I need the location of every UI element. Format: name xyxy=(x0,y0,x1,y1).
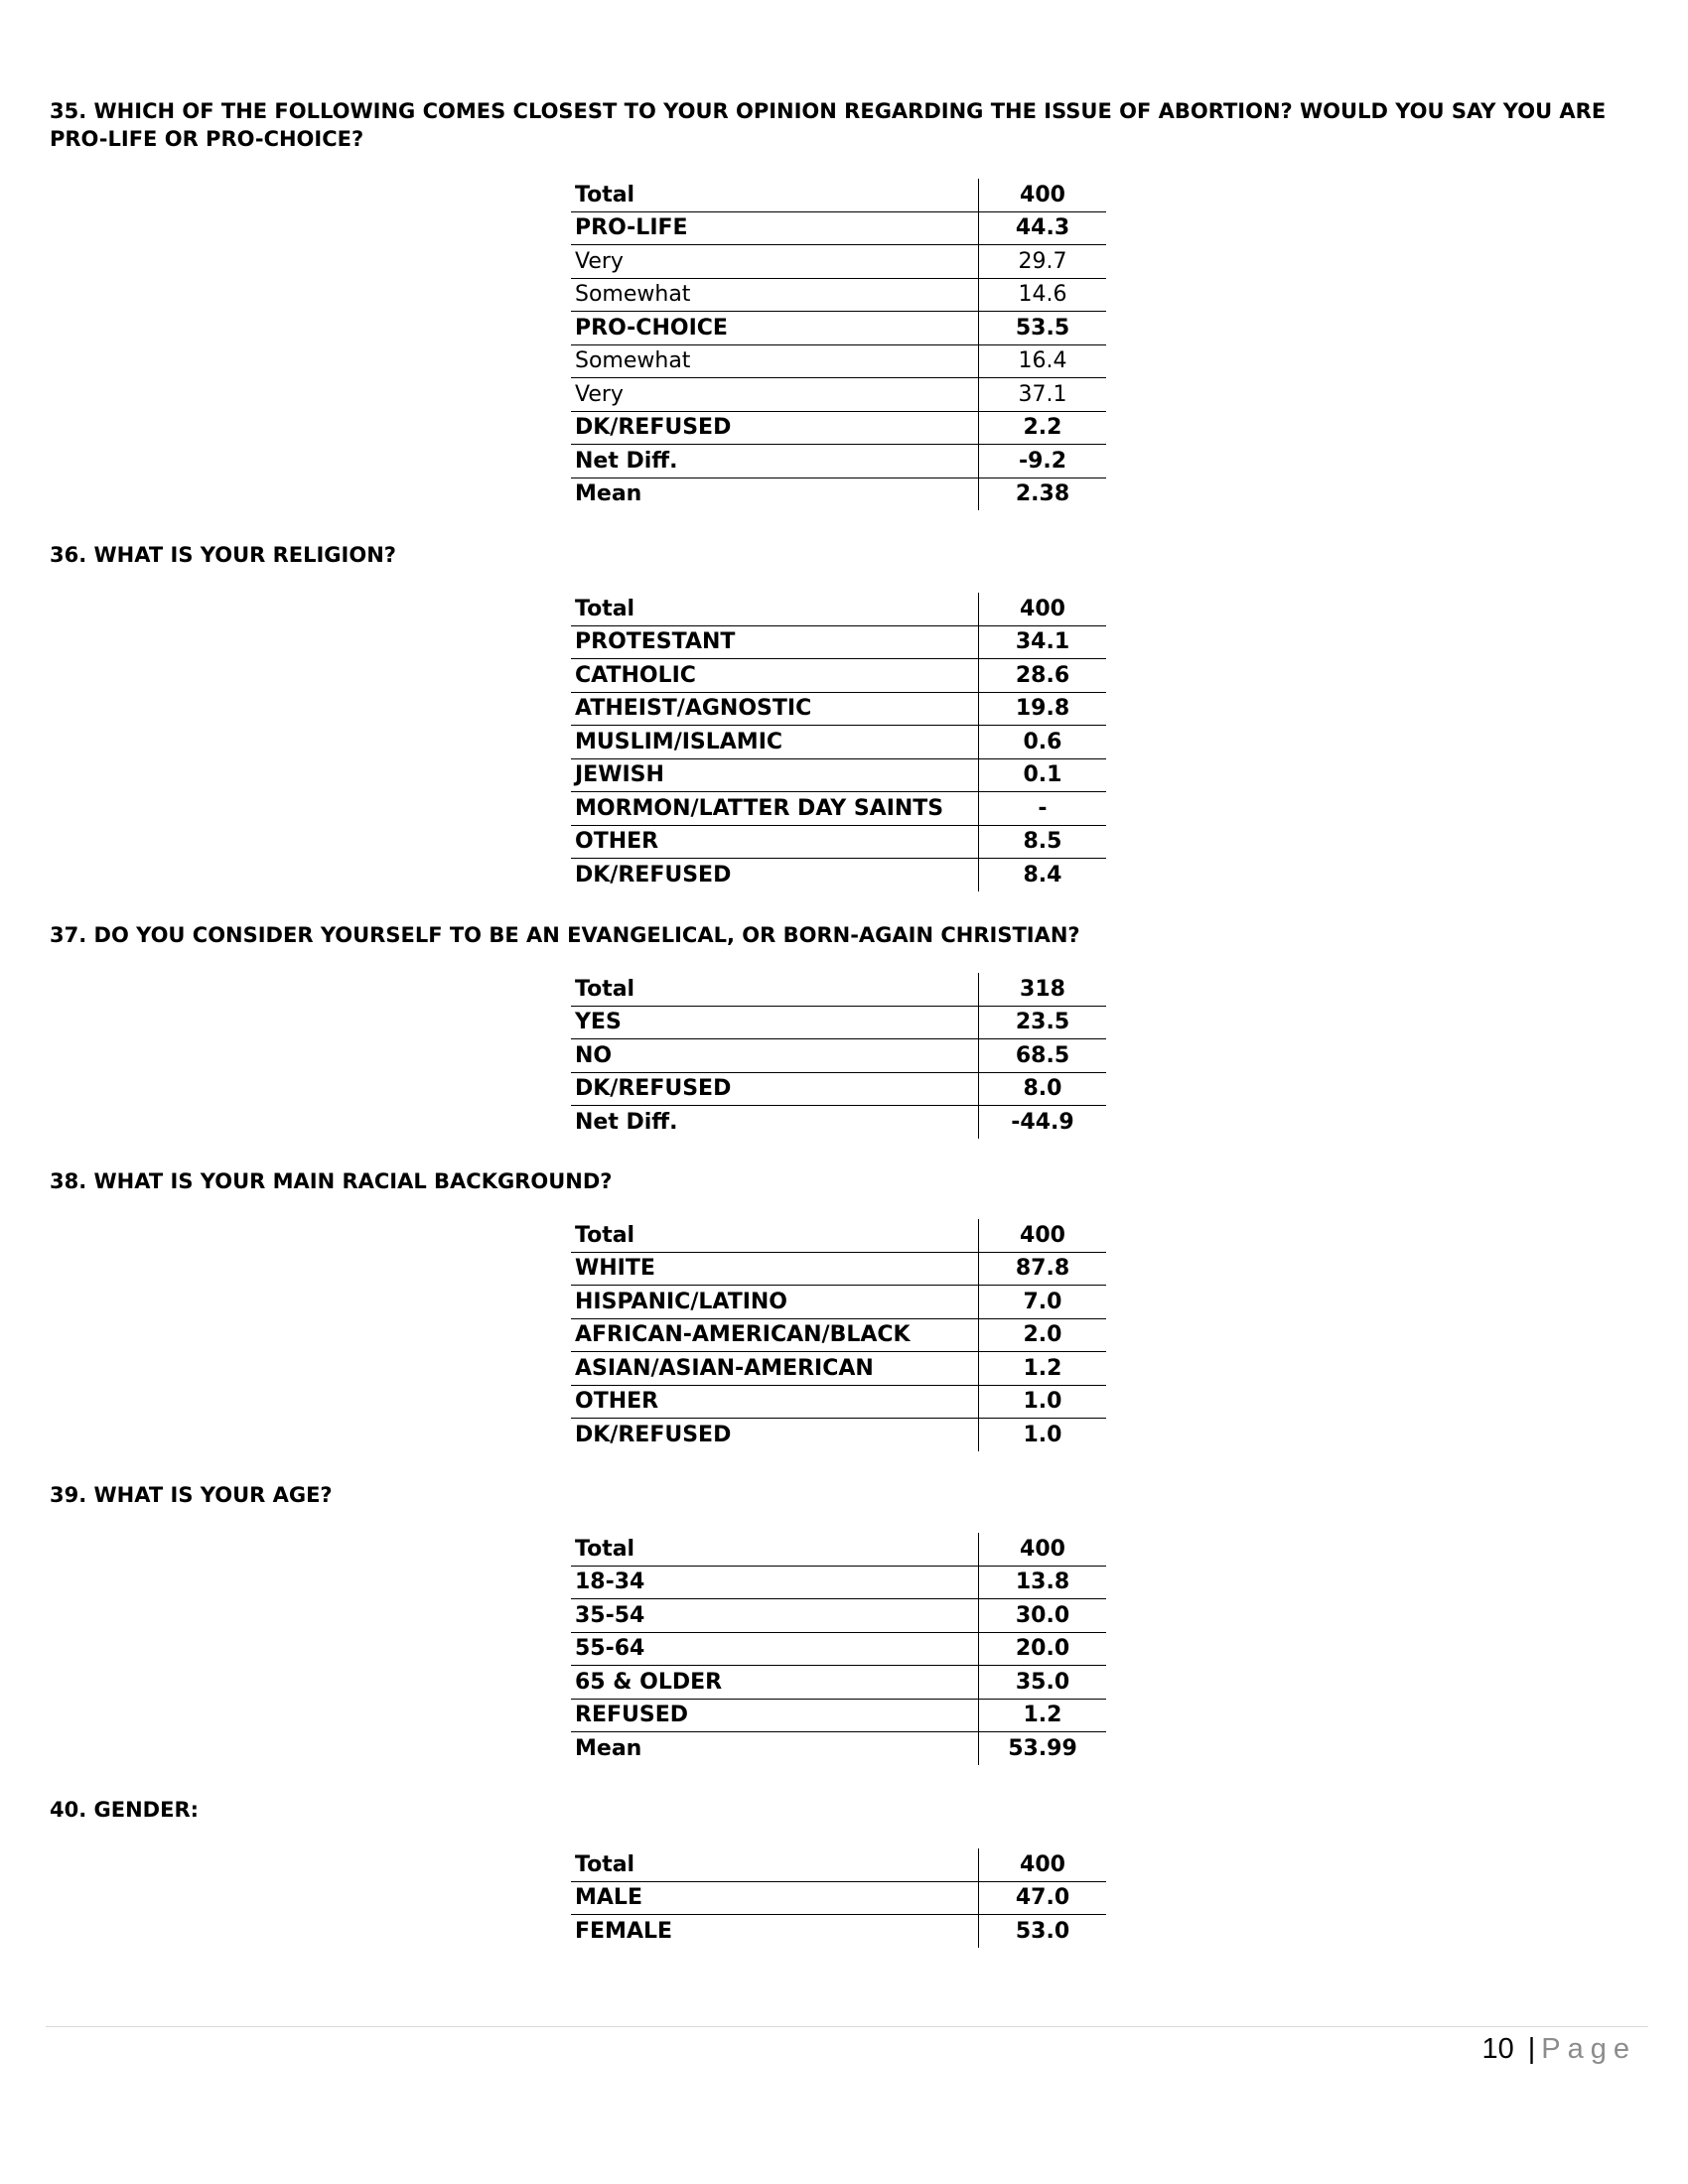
row-label: Very xyxy=(571,245,979,279)
table-row xyxy=(571,1915,1106,1948)
row-label: WHITE xyxy=(571,1252,979,1286)
table-row xyxy=(571,1599,1106,1633)
row-label: FEMALE xyxy=(575,1918,673,1944)
row-label: Total xyxy=(571,593,979,625)
q36-table xyxy=(571,593,1106,891)
row-label: ATHEIST/AGNOSTIC xyxy=(571,692,979,726)
row-value: -9.2 xyxy=(979,445,1107,478)
table-row xyxy=(571,593,1106,625)
row-value: 30.0 xyxy=(979,1599,1107,1633)
row-label: OTHER xyxy=(571,825,979,859)
row-value: 1.0 xyxy=(979,1419,1107,1451)
row-label: DK/REFUSED xyxy=(575,862,732,887)
row-label: MUSLIM/ISLAMIC xyxy=(571,726,979,759)
table-row xyxy=(571,478,1106,510)
row-label: Somewhat xyxy=(571,278,979,312)
row-value: -44.9 xyxy=(979,1106,1107,1139)
row-value: 400 xyxy=(979,1533,1107,1566)
table-row xyxy=(571,344,1106,378)
table-row xyxy=(571,1699,1106,1732)
table-row xyxy=(571,1252,1106,1286)
table-row xyxy=(571,726,1106,759)
row-label: HISPANIC/LATINO xyxy=(571,1286,979,1319)
question-37: 37. DO YOU CONSIDER YOURSELF TO BE AN EVANGELICAL, OR BORN-AGAIN CHRISTIAN? xyxy=(50,923,1080,947)
table-row xyxy=(571,312,1106,345)
row-value: 8.5 xyxy=(979,825,1107,859)
row-label: Total xyxy=(571,973,979,1006)
table-row xyxy=(571,1419,1106,1451)
row-value: 44.3 xyxy=(979,211,1107,245)
row-value: 400 xyxy=(979,1219,1107,1252)
row-label: DK/REFUSED xyxy=(575,1422,732,1447)
row-value: 37.1 xyxy=(979,378,1107,412)
table-row xyxy=(571,1566,1106,1599)
row-label: 65 & OLDER xyxy=(571,1666,979,1700)
row-value: 13.8 xyxy=(979,1566,1107,1599)
table-row xyxy=(571,1352,1106,1386)
row-value: 318 xyxy=(979,973,1107,1006)
row-label: ASIAN/ASIAN-AMERICAN xyxy=(571,1352,979,1386)
page-number: 10 xyxy=(1481,2033,1514,2065)
table-row xyxy=(571,1881,1106,1915)
page-word: Page xyxy=(1541,2033,1636,2065)
row-label: Mean xyxy=(575,1735,642,1761)
row-label: 35-54 xyxy=(571,1599,979,1633)
table-row xyxy=(571,378,1106,412)
row-value: 16.4 xyxy=(979,344,1107,378)
row-label: Total xyxy=(571,1533,979,1566)
row-value: 7.0 xyxy=(979,1286,1107,1319)
footer-separator: | xyxy=(1527,2033,1536,2065)
row-label: Very xyxy=(571,378,979,412)
row-label: DK/REFUSED xyxy=(571,411,979,445)
row-value: 0.6 xyxy=(979,726,1107,759)
row-value: 87.8 xyxy=(979,1252,1107,1286)
table-row xyxy=(571,1666,1106,1700)
question-35: 35. WHICH OF THE FOLLOWING COMES CLOSEST TO YOUR OPINION REGARDING THE ISSUE OF ABORTION? WOULD YOU SAY YOU ARE PRO-LIFE OR PRO-CHOICE? xyxy=(50,99,1607,151)
table-row xyxy=(571,792,1106,826)
row-value: 53.5 xyxy=(979,312,1107,345)
row-value: 23.5 xyxy=(979,1006,1107,1039)
row-value: 400 xyxy=(979,179,1107,211)
row-label: Total xyxy=(571,1219,979,1252)
row-label: JEWISH xyxy=(571,758,979,792)
row-value: 29.7 xyxy=(979,245,1107,279)
row-value: 19.8 xyxy=(979,692,1107,726)
row-value: 53.0 xyxy=(979,1915,1107,1948)
page-footer xyxy=(1481,2033,1636,2066)
table-row xyxy=(571,1318,1106,1352)
row-value: 28.6 xyxy=(979,659,1107,693)
row-value: - xyxy=(979,792,1107,826)
row-value: 1.2 xyxy=(979,1352,1107,1386)
row-label: MORMON/LATTER DAY SAINTS xyxy=(571,792,979,826)
footer-divider xyxy=(46,2026,1648,2027)
table-row xyxy=(571,1039,1106,1073)
row-label: OTHER xyxy=(571,1385,979,1419)
row-label: CATHOLIC xyxy=(571,659,979,693)
row-value: 20.0 xyxy=(979,1632,1107,1666)
row-value: 1.0 xyxy=(979,1385,1107,1419)
table-row xyxy=(571,859,1106,891)
q39-table xyxy=(571,1533,1106,1765)
row-label: Total xyxy=(571,179,979,211)
row-value: 0.1 xyxy=(979,758,1107,792)
row-value: 8.4 xyxy=(979,859,1107,891)
table-row xyxy=(571,659,1106,693)
row-label: Net Diff. xyxy=(575,1109,678,1135)
table-row xyxy=(571,1385,1106,1419)
row-label: Somewhat xyxy=(571,344,979,378)
table-row xyxy=(571,411,1106,445)
question-36: 36. WHAT IS YOUR RELIGION? xyxy=(50,543,396,567)
row-label: PRO-LIFE xyxy=(571,211,979,245)
row-label: PRO-CHOICE xyxy=(571,312,979,345)
row-value: 8.0 xyxy=(979,1072,1107,1106)
table-row xyxy=(571,445,1106,478)
table-row xyxy=(571,625,1106,659)
question-38: 38. WHAT IS YOUR MAIN RACIAL BACKGROUND? xyxy=(50,1169,613,1193)
row-value: 35.0 xyxy=(979,1666,1107,1700)
question-40: 40. GENDER: xyxy=(50,1798,200,1822)
q38-table xyxy=(571,1219,1106,1451)
row-label: Net Diff. xyxy=(571,445,979,478)
table-row xyxy=(571,1006,1106,1039)
row-value: 34.1 xyxy=(979,625,1107,659)
row-label: NO xyxy=(571,1039,979,1073)
row-value: 400 xyxy=(979,1848,1107,1881)
row-label: MALE xyxy=(571,1881,979,1915)
q40-table xyxy=(571,1848,1106,1948)
row-label: YES xyxy=(571,1006,979,1039)
row-value: 14.6 xyxy=(979,278,1107,312)
row-value: 53.99 xyxy=(979,1732,1107,1765)
row-value: 2.0 xyxy=(979,1318,1107,1352)
table-row xyxy=(571,1732,1106,1765)
question-39: 39. WHAT IS YOUR AGE? xyxy=(50,1483,333,1507)
table-row xyxy=(571,245,1106,279)
row-label: 18-34 xyxy=(571,1566,979,1599)
q37-table xyxy=(571,973,1106,1139)
table-row xyxy=(571,278,1106,312)
table-row xyxy=(571,1072,1106,1106)
table-row xyxy=(571,1848,1106,1881)
q35-table xyxy=(571,179,1106,510)
table-row xyxy=(571,1106,1106,1139)
row-value: 47.0 xyxy=(979,1881,1107,1915)
row-value: 68.5 xyxy=(979,1039,1107,1073)
table-row xyxy=(571,825,1106,859)
row-value: 1.2 xyxy=(979,1699,1107,1732)
row-label: PROTESTANT xyxy=(571,625,979,659)
row-value: 2.2 xyxy=(979,411,1107,445)
table-row xyxy=(571,211,1106,245)
table-row xyxy=(571,692,1106,726)
table-row xyxy=(571,1632,1106,1666)
table-row xyxy=(571,973,1106,1006)
table-row xyxy=(571,1286,1106,1319)
table-row xyxy=(571,758,1106,792)
table-row xyxy=(571,179,1106,211)
row-label: AFRICAN-AMERICAN/BLACK xyxy=(571,1318,979,1352)
row-label: REFUSED xyxy=(571,1699,979,1732)
table-row xyxy=(571,1533,1106,1566)
row-label: Total xyxy=(571,1848,979,1881)
table-row xyxy=(571,1219,1106,1252)
row-value: 2.38 xyxy=(979,478,1107,510)
row-label: Mean xyxy=(575,481,642,507)
row-label: DK/REFUSED xyxy=(571,1072,979,1106)
row-value: 400 xyxy=(979,593,1107,625)
row-label: 55-64 xyxy=(571,1632,979,1666)
